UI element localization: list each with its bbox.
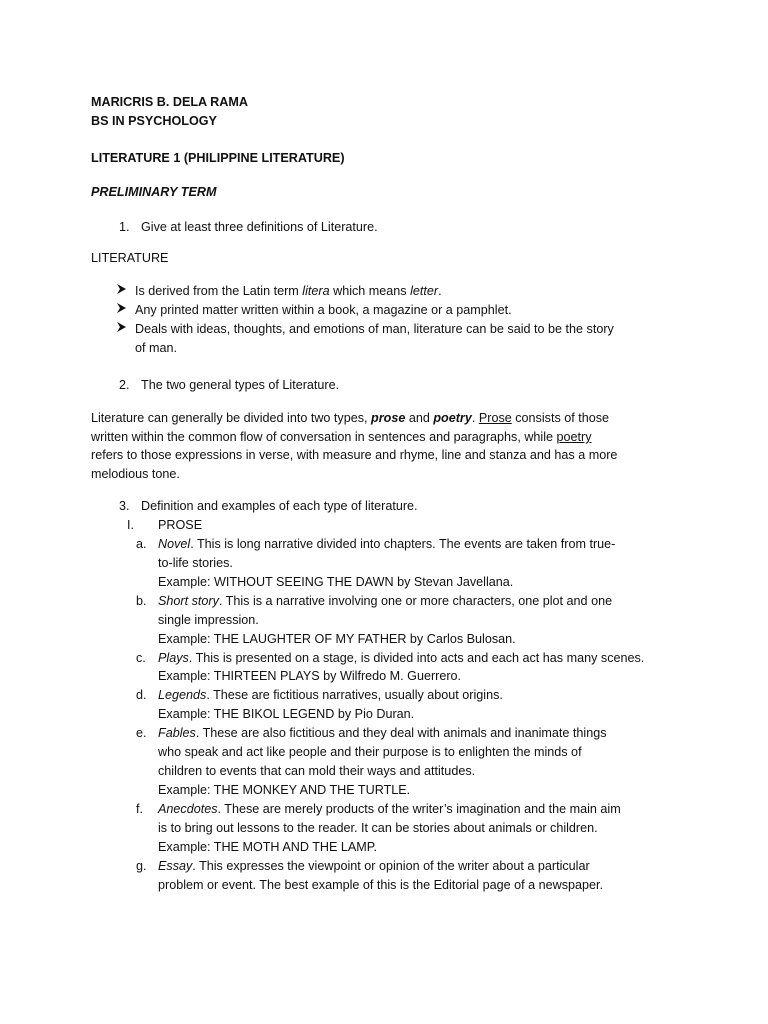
prose-item-fables: Fables. These are also fictitious and they deal with animals and inanimate things [158, 726, 607, 740]
definition-2: Any printed matter written within a book, a magazine or a pamphlet. [135, 303, 512, 317]
student-program: BS IN PSYCHOLOGY [91, 114, 217, 128]
item-marker-b: b. [136, 594, 147, 608]
prose-item-novel: Novel. This is long narrative divided into chapters. The events are taken from true- [158, 537, 616, 551]
prose-item-legends-example: Example: THE BIKOL LEGEND by Pio Duran. [158, 707, 415, 721]
question-1-text: Give at least three definitions of Literature. [141, 220, 378, 234]
definition-3-line-2: of man. [135, 341, 177, 355]
prose-item-fables-line-2: who speak and act like people and their purpose is to enlighten the minds of [158, 745, 582, 759]
types-paragraph-line-2: written within the common flow of conversation in sentences and paragraphs, while poetry [91, 430, 592, 444]
question-3-text: Definition and examples of each type of literature. [141, 499, 418, 513]
prose-item-legends: Legends. These are fictitious narratives, usually about origins. [158, 688, 503, 702]
item-marker-f: f. [136, 802, 143, 816]
types-paragraph-line-1: Literature can generally be divided into two types, prose and poetry. Prose consists of those [91, 411, 610, 425]
item-marker-a: a. [136, 537, 147, 551]
question-2-text: The two general types of Literature. [141, 378, 340, 392]
roman-numeral: I. [127, 518, 134, 532]
course-title: LITERATURE 1 (PHILIPPINE LITERATURE) [91, 151, 345, 165]
literature-heading: LITERATURE [91, 251, 169, 265]
prose-item-plays: Plays. This is presented on a stage, is divided into acts and each act has many scenes. [158, 651, 645, 665]
prose-section-title: PROSE [158, 518, 203, 532]
definition-1: Is derived from the Latin term litera which means letter. [135, 284, 442, 298]
term-title: PRELIMINARY TERM [91, 185, 217, 199]
arrowhead-bullet-icon [116, 301, 127, 320]
question-number-1: 1. [119, 220, 130, 234]
prose-item-essay-line-2: problem or event. The best example of this is the Editorial page of a newspaper. [158, 878, 604, 892]
prose-item-anecdotes-example: Example: THE MOTH AND THE LAMP. [158, 840, 378, 854]
arrowhead-bullet-icon [116, 282, 127, 301]
prose-item-short-story-line-2: single impression. [158, 613, 259, 627]
item-marker-d: d. [136, 688, 147, 702]
prose-item-essay: Essay. This expresses the viewpoint or opinion of the writer about a particular [158, 859, 590, 873]
item-marker-c: c. [136, 651, 146, 665]
item-marker-g: g. [136, 859, 147, 873]
arrowhead-bullet-icon [116, 320, 127, 339]
types-paragraph-line-4: melodious tone. [91, 467, 180, 481]
definition-3-line-1: Deals with ideas, thoughts, and emotions of man, literature can be said to be the story [135, 322, 614, 336]
question-number-2: 2. [119, 378, 130, 392]
prose-item-novel-example: Example: WITHOUT SEEING THE DAWN by Stevan Javellana. [158, 575, 514, 589]
prose-item-anecdotes: Anecdotes. These are merely products of the writer’s imagination and the main aim [158, 802, 621, 816]
prose-item-anecdotes-line-2: is to bring out lessons to the reader. It can be stories about animals or children. [158, 821, 598, 835]
prose-item-fables-line-3: children to events that can mold their ways and attitudes. [158, 764, 476, 778]
prose-item-short-story-example: Example: THE LAUGHTER OF MY FATHER by Carlos Bulosan. [158, 632, 516, 646]
types-paragraph-line-3: refers to those expressions in verse, with measure and rhyme, line and stanza and has a more [91, 448, 618, 462]
prose-item-fables-example: Example: THE MONKEY AND THE TURTLE. [158, 783, 411, 797]
question-number-3: 3. [119, 499, 130, 513]
item-marker-e: e. [136, 726, 147, 740]
prose-item-plays-example: Example: THIRTEEN PLAYS by Wilfredo M. Guerrero. [158, 669, 462, 683]
prose-item-novel-line-2: to-life stories. [158, 556, 233, 570]
prose-item-short-story: Short story. This is a narrative involving one or more characters, one plot and one [158, 594, 613, 608]
student-name: MARICRIS B. DELA RAMA [91, 95, 248, 109]
